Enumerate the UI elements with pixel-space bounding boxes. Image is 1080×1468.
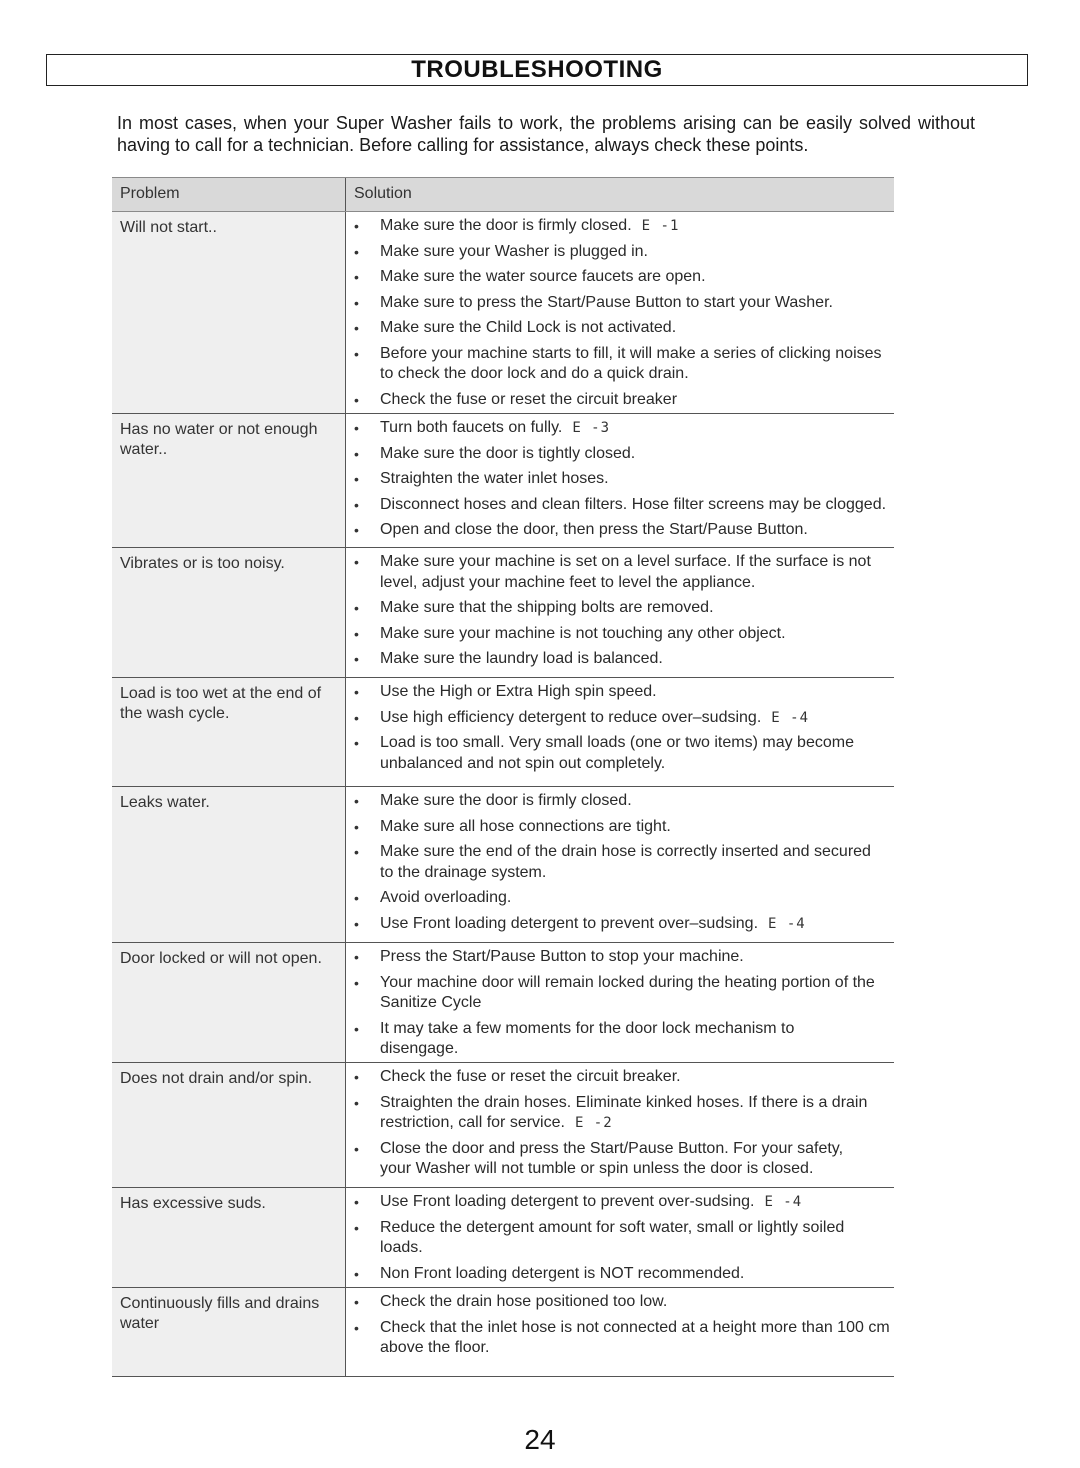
solution-item [354,216,894,237]
solution-item [354,598,894,619]
solution-text: Open and close the door, then press the Start/Pause Button. [380,521,808,538]
solution-item [354,682,894,703]
solution-text: Make sure the laundry load is balanced. [380,650,663,667]
error-code: E -2 [574,1115,613,1131]
solution-item [354,1192,894,1213]
solution-item [354,520,894,541]
solution-item [354,914,894,935]
solution-list [354,947,894,1060]
solution-text: Disconnect hoses and clean filters. Hose filter screens may be clogged. [380,495,887,513]
solution-list [354,1292,894,1359]
problem-cell: Will not start.. [112,212,346,413]
solution-item [354,495,894,516]
solution-cell [346,212,894,413]
table-row [112,1188,894,1288]
table-row [112,1288,894,1377]
intro-text: In most cases, when your Super Washer fails to work, the problems arising can be easily solved without having to call for a technician. Before calling for assistance, always check these points. [117,113,975,155]
solution-text: Press the Start/Pause Button to stop your machine. [380,948,744,965]
solution-text: It may take a few moments for the door lock mechanism to disengage. [380,1019,795,1057]
solution-text: Before your machine starts to fill, it will make a series of clicking noises to check the door lock and do a quick drain. [380,344,882,382]
table-header [112,177,894,212]
solution-cell [346,943,894,1062]
solution-cell [346,787,894,942]
error-code: E -4 [768,915,806,932]
solution-item [354,469,894,490]
solution-item [354,1318,894,1359]
problem-cell: Has excessive suds. [112,1188,346,1287]
solution-text: Make sure the water source faucets are open. [380,268,706,285]
solution-item [354,817,894,838]
solution-text: Make sure to press the Start/Pause Button to start your Washer. [380,293,833,311]
solution-cell [346,1188,894,1287]
solution-cell [346,678,894,786]
solution-list [354,1192,894,1284]
solution-cell [346,1063,894,1187]
error-code: E -1 [641,218,680,234]
solution-item [354,733,894,774]
error-code: E -3 [572,420,611,436]
solution-cell [346,1288,894,1376]
table-row [112,548,894,678]
solution-text: Make sure your machine is set on a level surface. If the surface is not level, adjust your machine feet to level the appliance. [380,553,871,591]
table-row [112,787,894,943]
solution-text: Make sure the door is tightly closed. [380,444,636,462]
solution-list [354,791,894,934]
table-row [112,943,894,1063]
problem-cell: Continuously fills and drains water [112,1288,346,1376]
solution-text: Load is too small. Very small loads (one or two items) may become unbalanced and not spin out completely. [380,734,854,772]
solution-text: Check the fuse or reset the circuit breaker [380,390,678,408]
table-row [112,212,894,414]
solution-item [354,267,894,288]
solution-text: Reduce the detergent amount for soft water, small or lightly soiled loads. [380,1218,845,1256]
solution-text: Turn both faucets on fully. [380,419,563,436]
solution-item [354,1067,894,1088]
solution-item [354,242,894,263]
error-code: E -4 [771,709,809,726]
solution-text: Check the drain hose positioned too low. [380,1293,668,1310]
solution-item [354,390,894,411]
solution-list [354,552,894,670]
solution-item [354,1019,894,1060]
solution-text: Straighten the drain hoses. Eliminate kinked hoses. If there is a drain restriction, call for service. [380,1093,868,1131]
solution-item [354,1264,894,1285]
solution-item [354,318,894,339]
solution-item [354,552,894,593]
solution-text: Use high efficiency detergent to reduce over–sudsing. [380,708,762,726]
title-box [46,54,1028,86]
header-problem: Problem [112,178,346,211]
problem-cell: Does not drain and/or spin. [112,1063,346,1187]
table-body [112,212,894,1377]
intro-paragraph [117,112,975,156]
troubleshooting-table [112,177,894,1377]
solution-item [354,418,894,439]
solution-text: Your machine door will remain locked during the heating portion of the Sanitize Cycle [380,973,875,1011]
solution-text: Use Front loading detergent to prevent over-sudsing. [380,1193,755,1210]
problem-cell: Leaks water. [112,787,346,942]
solution-item [354,624,894,645]
page-title: TROUBLESHOOTING [411,56,663,83]
solution-text: Use the High or Extra High spin speed. [380,683,657,700]
solution-text: Make sure your Washer is plugged in. [380,242,648,260]
solution-item [354,947,894,968]
problem-cell: Door locked or will not open. [112,943,346,1062]
solution-list [354,216,894,410]
solution-item [354,791,894,812]
solution-item [354,344,894,385]
solution-list [354,418,894,541]
solution-item [354,973,894,1014]
solution-text: Avoid overloading. [380,889,512,906]
problem-cell: Vibrates or is too noisy. [112,548,346,677]
solution-item [354,1292,894,1313]
solution-item [354,1093,894,1134]
solution-text: Make sure all hose connections are tight. [380,817,671,835]
solution-text: Make sure the door is firmly closed. [380,792,632,809]
solution-cell [346,414,894,547]
solution-text: Check the fuse or reset the circuit breaker. [380,1068,681,1085]
solution-text: Straighten the water inlet hoses. [380,470,609,487]
table-row [112,414,894,548]
solution-cell [346,548,894,677]
solution-item [354,842,894,883]
solution-item [354,1139,894,1180]
solution-text: Make sure the Child Lock is not activated. [380,319,677,336]
solution-text: Make sure the door is firmly closed. [380,217,632,234]
problem-cell: Load is too wet at the end of the wash cycle. [112,678,346,786]
solution-text: Non Front loading detergent is NOT recommended. [380,1264,745,1282]
page-number: 24 [524,1424,556,1455]
solution-item [354,1218,894,1259]
table-row [112,1063,894,1188]
solution-text: Make sure that the shipping bolts are removed. [380,599,714,616]
solution-text: Use Front loading detergent to prevent over–sudsing. [380,914,759,932]
table-row [112,678,894,787]
solution-text: Close the door and press the Start/Pause Button. For your safety, your Washer will not tumble or spin unless the door is closed. [380,1139,844,1177]
solution-text: Make sure your machine is not touching any other object. [380,624,786,642]
solution-item [354,649,894,670]
solution-item [354,708,894,729]
solution-item [354,444,894,465]
solution-text: Check that the inlet hose is not connected at a height more than 100 cm above the floor. [380,1318,890,1356]
solution-list [354,682,894,774]
solution-list [354,1067,894,1180]
solution-text: Make sure the end of the drain hose is correctly inserted and secured to the drainage system. [380,843,871,881]
header-solution: Solution [354,185,412,202]
error-code: E -4 [764,1194,803,1210]
solution-item [354,293,894,314]
solution-item [354,888,894,909]
problem-cell: Has no water or not enough water.. [112,414,346,547]
